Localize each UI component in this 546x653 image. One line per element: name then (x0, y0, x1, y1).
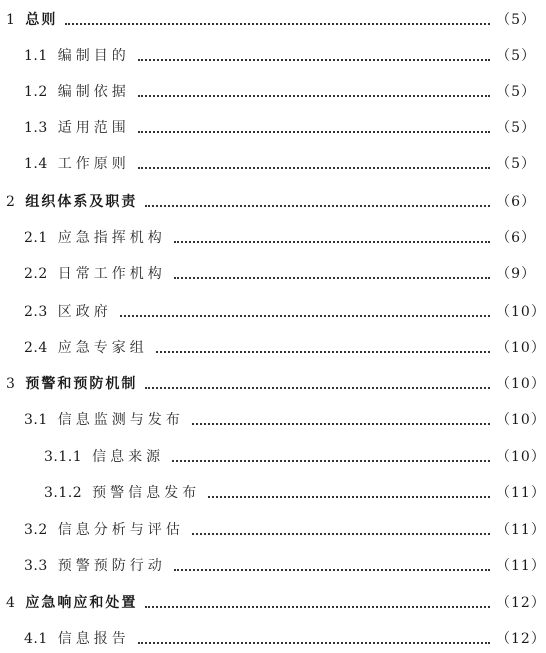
toc-entry-title: 适用范围 (57, 120, 130, 136)
dot-leader (138, 152, 490, 176)
toc-entry-number: 2.4 (24, 340, 48, 356)
toc-entry-page: （10） (496, 304, 546, 320)
toc-entry[interactable] (0, 190, 540, 214)
toc-entry-page: （10） (496, 449, 546, 465)
dot-leader (192, 518, 490, 542)
toc-entry-page: （10） (496, 340, 546, 356)
toc-entry-number: 4 (6, 595, 16, 611)
toc-entry[interactable] (0, 591, 546, 615)
toc-entry-number: 1.2 (24, 84, 48, 100)
toc-entry-title: 信息分析与评估 (57, 522, 184, 538)
toc-entry[interactable] (0, 554, 546, 578)
toc-entry-number: 1 (6, 12, 16, 28)
toc-entry-page: （5） (496, 48, 536, 64)
toc-entry-number: 2.3 (24, 304, 48, 320)
toc-entry-number: 2.1 (24, 230, 48, 246)
toc-entry-number: 3.1.1 (44, 449, 83, 465)
toc-entry-number: 3.2 (24, 522, 48, 538)
dot-leader (65, 8, 490, 32)
toc-entry-title: 信息来源 (92, 449, 165, 465)
toc-entry-title: 应急响应和处置 (25, 595, 138, 611)
toc-entry-title: 组织体系及职责 (25, 194, 138, 210)
toc-entry-page: （6） (496, 194, 536, 210)
toc-entry-title: 编制目的 (57, 48, 130, 64)
toc-entry-page: （5） (496, 120, 536, 136)
toc-entry[interactable] (0, 8, 540, 32)
dot-leader (138, 44, 490, 68)
dot-leader (138, 116, 490, 140)
toc-entry-title: 预警和预防机制 (25, 376, 138, 392)
toc-entry[interactable] (0, 44, 540, 68)
toc-entry[interactable] (0, 481, 546, 505)
toc-entry-page: （6） (496, 230, 536, 246)
toc-entry-number: 3.1.2 (44, 485, 83, 501)
toc-entry[interactable] (0, 262, 540, 286)
dot-leader (172, 445, 490, 469)
toc-entry-title: 预警预防行动 (57, 558, 166, 574)
toc-entry-title: 日常工作机构 (57, 266, 166, 282)
toc-entry-title: 信息报告 (57, 631, 130, 647)
toc-entry-page: （10） (496, 376, 546, 392)
toc-entry[interactable] (0, 372, 546, 396)
toc-entry[interactable] (0, 627, 546, 651)
dot-leader (174, 554, 490, 578)
dot-leader (208, 481, 490, 505)
toc-entry-title: 总则 (25, 12, 58, 28)
toc-entry-page: （11） (496, 522, 546, 538)
toc-entry-title: 编制依据 (57, 84, 130, 100)
toc-entry-title: 预警信息发布 (92, 485, 201, 501)
toc-entry-title: 区政府 (57, 304, 112, 320)
toc-entry[interactable] (0, 336, 546, 360)
toc-entry-page: （12） (496, 631, 546, 647)
toc-entry[interactable] (0, 116, 540, 140)
dot-leader (192, 408, 490, 432)
toc-entry-number: 3.1 (24, 412, 48, 428)
toc-entry-title: 工作原则 (57, 156, 130, 172)
dot-leader (138, 627, 490, 651)
toc-entry-page: （10） (496, 412, 546, 428)
toc-entry-title: 应急专家组 (57, 340, 148, 356)
toc-entry-number: 2 (6, 194, 16, 210)
toc-entry-number: 1.1 (24, 48, 48, 64)
toc-entry-number: 1.3 (24, 120, 48, 136)
toc-entry-number: 3.3 (24, 558, 48, 574)
toc-entry[interactable] (0, 300, 546, 324)
toc-entry[interactable] (0, 152, 540, 176)
toc-entry-page: （11） (496, 485, 546, 501)
dot-leader (120, 300, 490, 324)
toc-entry-title: 应急指挥机构 (57, 230, 166, 246)
dot-leader (145, 190, 490, 214)
toc-entry[interactable] (0, 408, 546, 432)
toc-entry-page: （9） (496, 266, 536, 282)
toc-entry-number: 4.1 (24, 631, 48, 647)
dot-leader (138, 80, 490, 104)
dot-leader (145, 591, 490, 615)
dot-leader (145, 372, 490, 396)
toc-entry[interactable] (0, 226, 540, 250)
toc-entry-page: （5） (496, 156, 536, 172)
toc-entry-title: 信息监测与发布 (57, 412, 184, 428)
toc-entry-page: （11） (496, 558, 546, 574)
toc-entry-page: （5） (496, 12, 536, 28)
toc-entry-page: （12） (496, 595, 546, 611)
dot-leader (156, 336, 490, 360)
toc-entry[interactable] (0, 80, 540, 104)
toc-entry-number: 3 (6, 376, 16, 392)
toc-entry[interactable] (0, 445, 546, 469)
dot-leader (174, 226, 490, 250)
dot-leader (174, 262, 490, 286)
toc-entry[interactable] (0, 518, 546, 542)
toc-entry-number: 2.2 (24, 266, 48, 282)
toc-entry-number: 1.4 (24, 156, 48, 172)
toc-entry-page: （5） (496, 84, 536, 100)
